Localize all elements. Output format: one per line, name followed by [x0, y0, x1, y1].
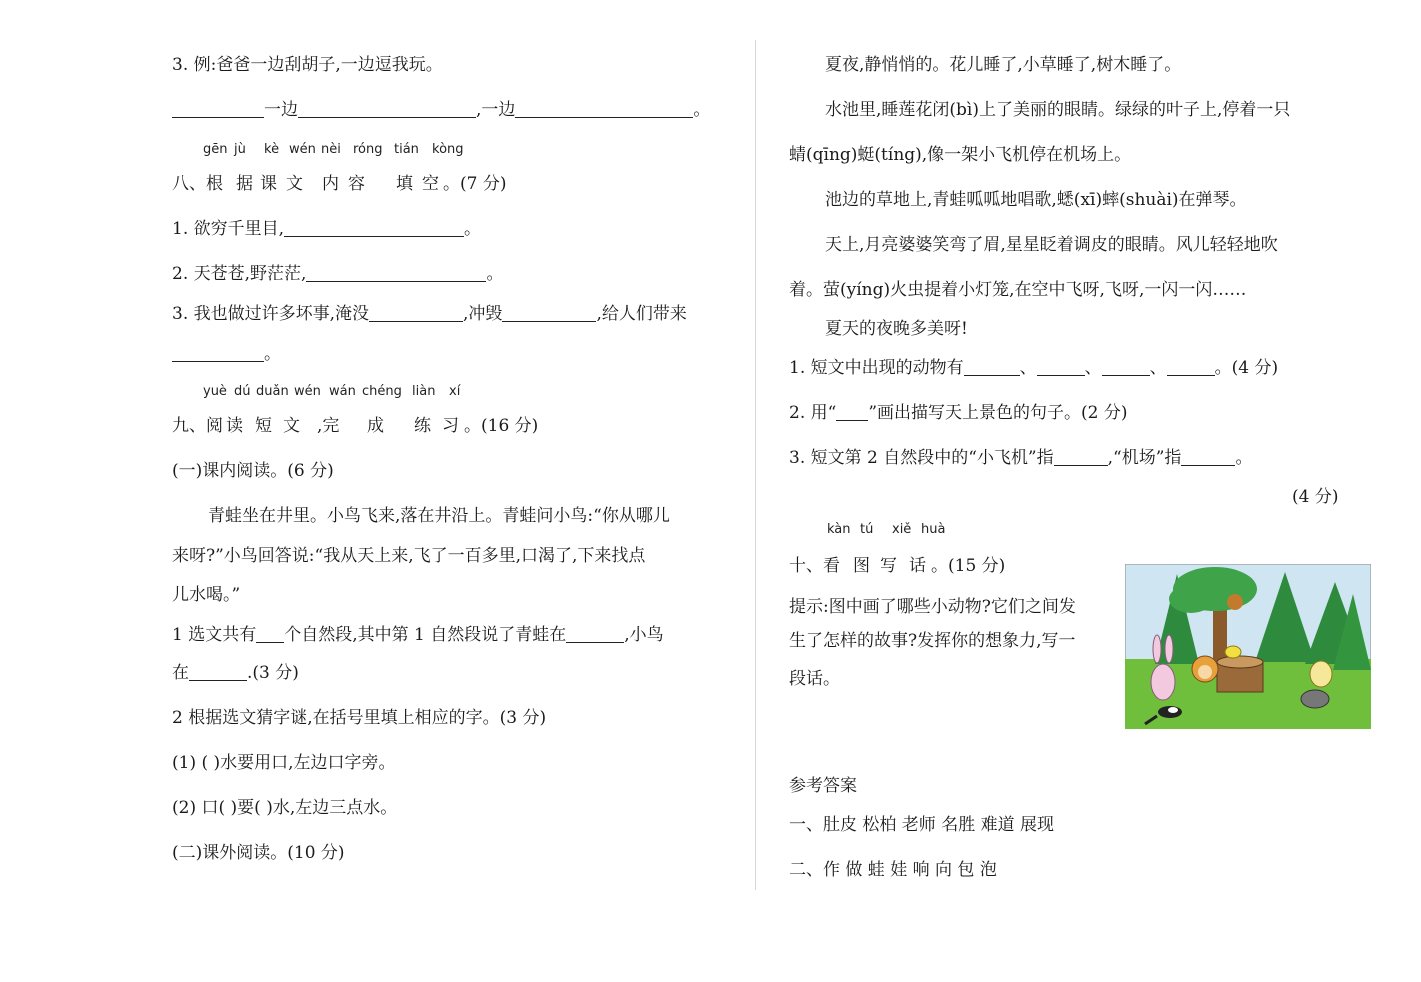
blank[interactable]: [502, 305, 596, 322]
bird-icon: [1225, 646, 1241, 658]
gray-bird-icon: [1301, 690, 1329, 708]
rabbit-icon: [1151, 664, 1175, 700]
s8-q1: 1. 欲穷千里目, 。: [172, 219, 482, 239]
blank[interactable]: [964, 359, 1020, 376]
squirrel-icon: [1227, 594, 1243, 610]
passage-2-line: 夏夜,静悄悄的。花儿睡了,小草睡了,树木睡了。: [825, 55, 1182, 75]
p2-q3-score: (4 分): [1292, 487, 1339, 507]
column-divider: [755, 40, 756, 890]
q3-example: 3. 例:爸爸一边刮胡子,一边逗我玩。: [172, 55, 443, 75]
s10-hint-line: 生了怎样的故事?发挥你的想象力,写一: [789, 631, 1076, 651]
s8-q2: 2. 天苍苍,野茫茫, 。: [172, 264, 504, 284]
passage-2-line: 蜻(qīng)蜓(tíng),像一架小飞机停在机场上。: [789, 145, 1132, 165]
passage-2-line: 水池里,睡莲花闭(bì)上了美丽的眼睛。绿绿的叶子上,停着一只: [825, 100, 1291, 120]
p1-q2: 2 根据选文猜字谜,在括号里填上相应的字。(3 分): [172, 708, 547, 728]
blank[interactable]: [566, 626, 624, 643]
answers-line-1: 一、肚皮 松柏 老师 名胜 难道 展现: [789, 815, 1055, 835]
blank[interactable]: [298, 101, 476, 118]
p2-q3: 3. 短文第 2 自然段中的“小飞机”指 ,“机场”指 。: [789, 448, 1253, 468]
s10-hint-line: 段话。: [789, 669, 840, 689]
p1-q1: 1 选文共有 个自然段,其中第 1 自然段说了青蛙在 ,小鸟: [172, 625, 664, 645]
passage-2-line: 着。萤(yíng)火虫提着小灯笼,在空中飞呀,飞呀,一闪一闪……: [789, 280, 1247, 300]
p2-q2: 2. 用“ ”画出描写天上景色的句子。(2 分): [789, 403, 1128, 423]
blank[interactable]: [172, 101, 264, 118]
answers-line-2: 二、作 做 蛙 娃 响 向 包 泡: [789, 860, 997, 880]
p1-q2-riddle-2: (2) 口( )要( )水,左边三点水。: [172, 798, 398, 818]
part-2-title: (二)课外阅读。(10 分): [172, 843, 345, 863]
passage-1-line: 青蛙坐在井里。小鸟飞来,落在井沿上。青蛙问小鸟:“你从哪儿: [208, 506, 670, 526]
answers-title: 参考答案: [789, 776, 857, 796]
passage-1-line: 来呀?”小鸟回答说:“我从天上来,飞了一百多里,口渴了,下来找点: [172, 546, 646, 566]
blank[interactable]: [256, 626, 284, 643]
passage-2-line: 天上,月亮婆婆笑弯了眉,星星眨着调皮的眼睛。风儿轻轻地吹: [825, 235, 1278, 255]
q3-fill-line: 一边 ,一边 。: [172, 99, 710, 121]
blank[interactable]: [1037, 359, 1085, 376]
blank[interactable]: [369, 305, 463, 322]
blank[interactable]: [172, 345, 264, 362]
s8-q3: 3. 我也做过许多坏事,淹没 ,冲毁 ,给人们带来: [172, 304, 687, 324]
blank[interactable]: [836, 404, 868, 421]
s10-hint-line: 提示:图中画了哪些小动物?它们之间发: [789, 597, 1076, 617]
blank[interactable]: [306, 265, 486, 282]
p2-q1: 1. 短文中出现的动物有 、 、 、 。(4 分): [789, 358, 1279, 378]
blank[interactable]: [1181, 449, 1235, 466]
blank[interactable]: [1167, 359, 1215, 376]
p1-q1-cont: 在 .(3 分): [172, 663, 299, 683]
s8-q3-cont: 。: [172, 343, 281, 365]
chick-icon: [1310, 661, 1332, 687]
blank[interactable]: [284, 220, 464, 237]
part-1-title: (一)课内阅读。(6 分): [172, 461, 334, 481]
blank[interactable]: [1102, 359, 1150, 376]
passage-2-line: 夏天的夜晚多美呀!: [825, 319, 968, 339]
blank[interactable]: [515, 101, 693, 118]
blank[interactable]: [189, 664, 247, 681]
passage-1-line: 儿水喝。”: [172, 585, 241, 605]
passage-2-line: 池边的草地上,青蛙呱呱地唱歌,蟋(xī)蟀(shuài)在弹琴。: [825, 190, 1247, 210]
p1-q2-riddle-1: (1) ( )水要用口,左边口字旁。: [172, 753, 396, 773]
forest-animals-illustration: [1125, 564, 1371, 729]
blank[interactable]: [1054, 449, 1108, 466]
